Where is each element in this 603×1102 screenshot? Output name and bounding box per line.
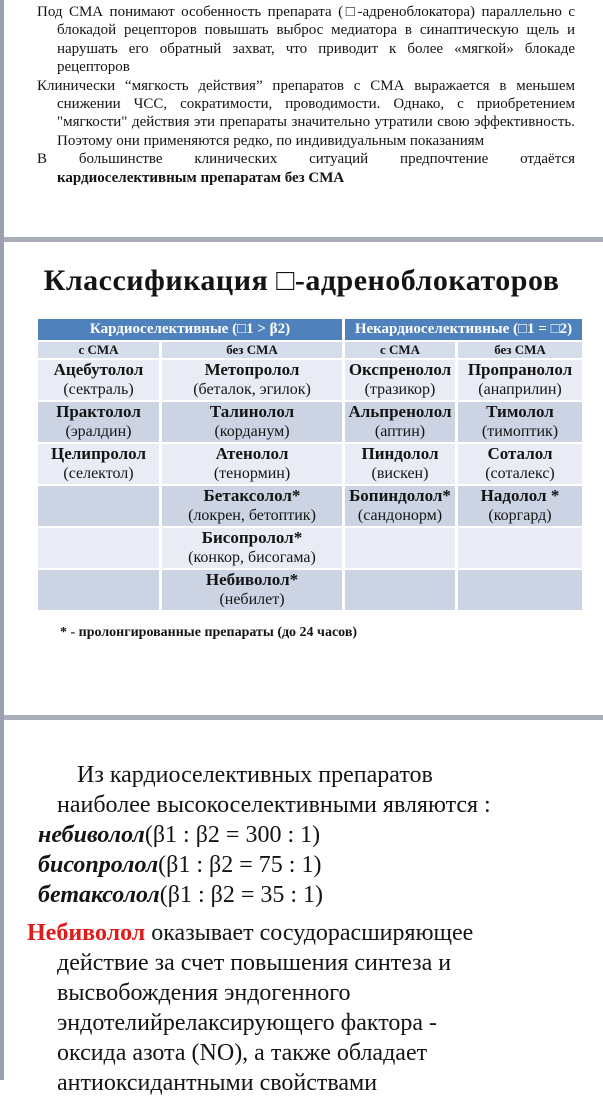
table-cell [458,486,582,526]
drug-name: Надолол * [480,486,560,505]
ratio-row-nebivolol [38,820,603,850]
drug-name: Талинолол [209,402,295,421]
drug-name: Атенолол [215,444,289,463]
drug-brand: (эралдин) [65,423,132,440]
ratio-value: (β1 : β2 = 35 : 1) [159,882,324,908]
table-cell [458,570,582,610]
table-group-header-cardioselective: Кардиоселективные (□1 > β2) [38,319,342,340]
sma-definition-paragraph: Под СМА понимают особенность препарата (□-адреноблокатора) параллельно с блокадой рецепторов повышать выброс медиатора в синаптическую щель и нарушать его обратный захват, что приводит к более «мягкой» блокаде рецепторов [37,4,575,76]
drug-name: Пропранолол [467,360,573,379]
nebivolol-line [27,918,575,948]
sma-preference-paragraph [37,150,575,187]
slide-classification [0,264,603,715]
drug-brand: (тимоптик) [481,423,559,440]
drug-name [38,570,159,590]
table-cell [162,570,342,610]
drug-brand [345,590,455,610]
table-cell [458,360,582,400]
table-cell [458,528,582,568]
preference-bold-text: кардиоселективным препаратам без СМА [57,169,345,186]
drug-brand [38,590,159,610]
preference-text: В большинстве клинических ситуаций предпочтение отдаётся [37,151,575,168]
drug-brand [345,548,455,568]
table-row [38,570,582,610]
drug-brand [38,548,159,568]
table-cell [345,444,455,484]
drug-name: Ацебутолол [53,360,144,379]
nebivolol-line: антиоксидантными свойствами [57,1070,378,1096]
table-row [38,528,582,568]
drug-name: Бисопролол* [201,528,303,547]
selectivity-intro-line1: Из кардиоселективных препаратов [77,762,433,788]
drug-name [458,570,582,590]
table-cell [38,528,159,568]
drug-brand: (конкор, бисогама) [188,549,316,566]
drug-brand [38,506,159,526]
drug-name [458,528,582,548]
table-subheader: без СМА [458,342,582,358]
table-cell [162,444,342,484]
ratio-row-betaxolol [38,880,603,910]
table-subheader: с СМА [345,342,455,358]
drug-name: Бопиндолол* [349,486,451,505]
table-group-header-noncardioselective: Некардиоселективные (□1 = □2) [345,319,582,340]
ratio-value: (β1 : β2 = 300 : 1) [144,822,321,848]
sma-clinical-paragraph: Клинически “мягкость действия” препаратов с СМА выражается в меньшем снижении ЧСС, сократимости, проводимости. Однако, с приобретением "мягкости" действия эти препараты значительно утратили свою эффективность. Поэтому они применяются редко, по индивидуальным показаниям [37,77,575,149]
drug-name: Соталол [487,444,553,463]
drug-brand: (корданум) [214,423,290,440]
nebivolol-line: действие за счет повышения синтеза и [57,950,452,976]
drug-name [345,570,455,590]
drug-brand: (аптин) [374,423,426,440]
slide-sma-definition [0,0,603,237]
table-row [38,402,582,442]
table-cell [345,570,455,610]
drug-brand: (сандонорм) [357,507,443,524]
drug-brand [458,590,582,610]
ratio-drug-name: небиволол [38,822,145,848]
nebivolol-paragraph [27,918,575,1098]
table-cell [38,570,159,610]
left-edge-rail [0,0,4,1080]
ratio-drug-name: бетаксолол [38,882,160,908]
table-cell [38,486,159,526]
ratio-value: (β1 : β2 = 75 : 1) [158,852,322,878]
drug-brand: (коргард) [488,507,552,524]
table-cell [162,528,342,568]
drug-name: Небиволол* [205,570,299,589]
table-subheader: с СМА [38,342,159,358]
drug-brand: (соталекс) [485,465,555,482]
table-group-header-row [38,319,582,340]
drug-brand: (вискен) [371,465,429,482]
nebivolol-line: эндотелийрелаксирующего фактора - [57,1010,438,1036]
drug-name [345,528,455,548]
table-subheader: без СМА [162,342,342,358]
drug-brand: (беталок, эгилок) [193,381,311,398]
nebivolol-line: высвобождения эндогенного [57,980,351,1006]
ratio-drug-name: бисопролол [38,852,159,878]
table-cell [345,528,455,568]
table-row [38,360,582,400]
ratio-row-bisoprolol [38,850,603,880]
slide-selectivity [0,720,603,1102]
drug-brand: (локрен, бетоптик) [188,507,316,524]
drug-name: Метопролол [204,360,300,379]
drug-name: Окспренолол [348,360,452,379]
drug-name [38,486,159,506]
nebivolol-line: оксида азота (NO), а также обладает [57,1040,428,1066]
slide-separator-1 [0,237,603,242]
drug-brand: (небилет) [219,591,285,608]
selectivity-intro-line2: наиболее высокоселективными являются : [57,792,491,818]
slide-title: Классификация □-адреноблокаторов [43,264,560,297]
drug-brand: (сектраль) [63,381,134,398]
classification-table [35,317,585,612]
table-cell [458,444,582,484]
table-cell [38,402,159,442]
drug-name: Альпренолол [348,402,452,421]
drug-brand [458,548,582,568]
table-cell [38,360,159,400]
table-cell [458,402,582,442]
drug-name: Бетаксолол* [203,486,301,505]
drug-name [38,528,159,548]
table-cell [162,486,342,526]
table-cell [345,402,455,442]
nebivolol-highlight: Небиволол [27,920,146,946]
table-cell [38,444,159,484]
table-cell [162,402,342,442]
table-footnote: * - пролонгированные препараты (до 24 часов) [60,625,358,640]
table-subheader-row [38,342,582,358]
drug-name: Целипролол [51,444,146,463]
drug-name: Практолол [56,402,141,421]
drug-brand: (тенормин) [213,465,291,482]
drug-brand: (селектол) [63,465,134,482]
table-cell [162,360,342,400]
drug-name: Пиндолол [361,444,439,463]
drug-brand: (тразикор) [364,381,436,398]
table-row [38,486,582,526]
nebivolol-line1-rest: оказывает сосудорасширяющее [145,920,474,946]
table-cell [345,360,455,400]
table-cell [345,486,455,526]
drug-name: Тимолол [486,402,554,421]
table-row [38,444,582,484]
drug-brand: (анаприлин) [478,381,562,398]
